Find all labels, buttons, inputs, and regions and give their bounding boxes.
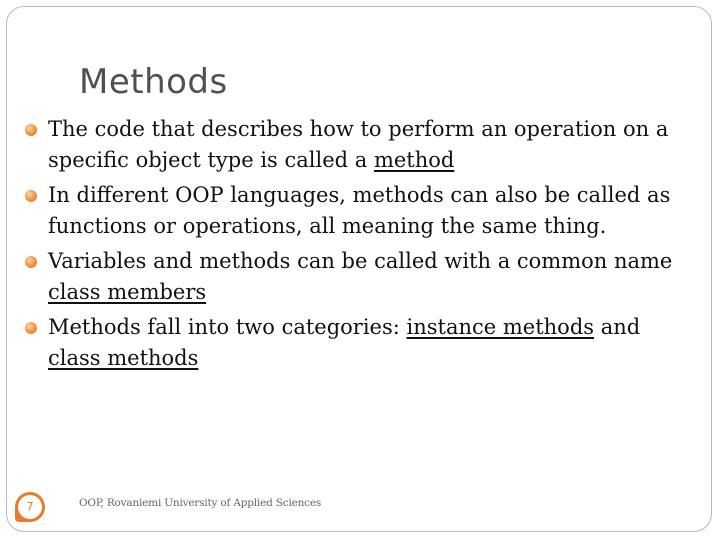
bullet-item (22, 114, 698, 175)
bullet-text: Variables and methods can be called with a common name (48, 249, 673, 273)
page-number: 7 (18, 495, 42, 519)
underlined-term: class methods (48, 345, 199, 370)
slide-title: Methods (79, 62, 228, 102)
bullet-text: and (594, 315, 641, 339)
underlined-term: class members (48, 279, 207, 304)
bullet-icon (25, 190, 37, 202)
bullet-text: Methods fall into two categories: (48, 315, 407, 339)
bullet-text: The code that describes how to perform an operation on a specific object type is called a (48, 117, 669, 172)
bullet-icon (25, 322, 37, 334)
bullet-icon (25, 256, 37, 268)
bullet-text: In different OOP languages, methods can also be called as functions or operations, all meaning the same thing. (48, 183, 671, 238)
bullet-list (22, 114, 698, 378)
footer-text: OOP, Rovaniemi University of Applied Sciences (79, 497, 322, 509)
bullet-item (22, 312, 698, 373)
underlined-term: instance methods (406, 315, 595, 339)
page-number-badge (15, 492, 45, 522)
bullet-item (22, 246, 698, 307)
bullet-item (22, 180, 698, 241)
bullet-icon (25, 124, 37, 136)
underlined-term: method (373, 147, 455, 172)
